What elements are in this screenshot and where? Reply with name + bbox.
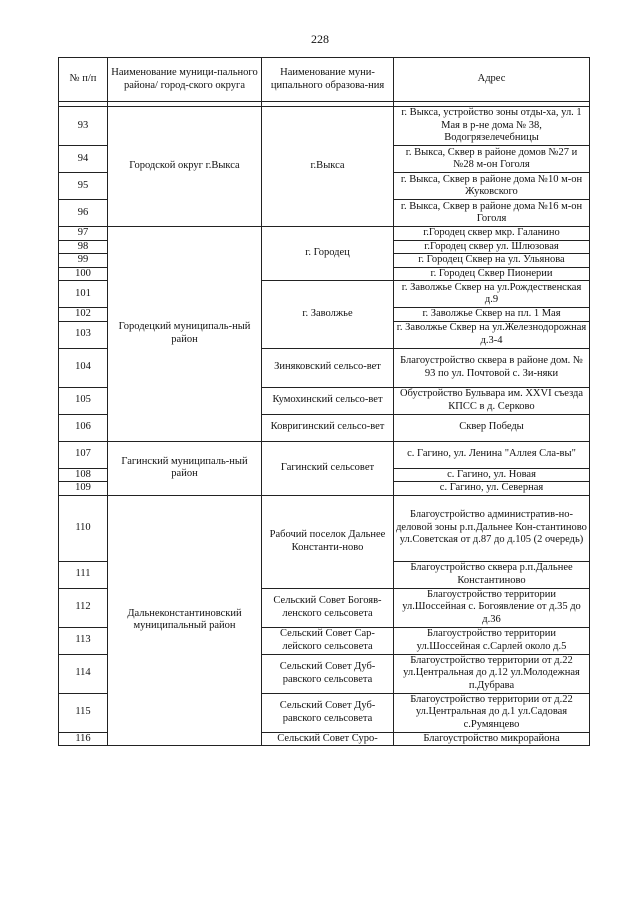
row-number: 116 bbox=[59, 732, 108, 746]
header-address: Адрес bbox=[394, 58, 590, 102]
address-cell: Благоустройство сквера в районе дом. № 93 по ул. Почтовой с. Зи-няки bbox=[394, 348, 590, 387]
row-number: 104 bbox=[59, 348, 108, 387]
district-cell: Гагинский муниципаль-ный район bbox=[108, 441, 262, 495]
header-num: № п/п bbox=[59, 58, 108, 102]
address-cell: г. Заволжье Сквер на ул.Рождественская д.9 bbox=[394, 281, 590, 308]
row-number: 112 bbox=[59, 588, 108, 627]
formation-cell: г. Заволжье bbox=[262, 281, 394, 349]
row-number: 107 bbox=[59, 441, 108, 468]
district-cell: Дальнеконстантиновский муниципальный район bbox=[108, 495, 262, 746]
table-row bbox=[59, 227, 590, 241]
row-number: 97 bbox=[59, 227, 108, 241]
formation-cell: г. Городец bbox=[262, 227, 394, 281]
address-cell: Благоустройство территории от д.22 ул.Центральная до д.12 ул.Молодежная п.Дубрава bbox=[394, 654, 590, 693]
address-cell: г. Выкса, Сквер в районе домов №27 и №28 м-он Гоголя bbox=[394, 146, 590, 173]
formation-cell: Кумохинский сельсо-вет bbox=[262, 387, 394, 414]
address-cell: Сквер Победы bbox=[394, 414, 590, 441]
address-cell: г. Городец Сквер на ул. Ульянова bbox=[394, 254, 590, 268]
row-number: 111 bbox=[59, 561, 108, 588]
row-number: 105 bbox=[59, 387, 108, 414]
formation-cell: Сельский Совет Суро- bbox=[262, 732, 394, 746]
formation-cell: Ковригинский сельсо-вет bbox=[262, 414, 394, 441]
address-cell: г.Городец сквер ул. Шлюзовая bbox=[394, 240, 590, 254]
header-district: Наименование муници-пального района/ город-ского округа bbox=[108, 58, 262, 102]
row-number: 100 bbox=[59, 267, 108, 281]
table-row bbox=[59, 495, 590, 561]
formation-cell: Гагинский сельсовет bbox=[262, 441, 394, 495]
address-cell: Благоустройство территории от д.22 ул.Центральная до д.1 ул.Садовая с.Румянцево bbox=[394, 693, 590, 732]
address-cell: Обустройство Бульвара им. XXVI съезда КПСС в д. Серково bbox=[394, 387, 590, 414]
address-cell: г. Выкса, Сквер в районе дома №10 м-он Жуковского bbox=[394, 173, 590, 200]
row-number: 96 bbox=[59, 200, 108, 227]
district-cell: Городской округ г.Выкса bbox=[108, 107, 262, 227]
formation-cell: Сельский Совет Сар-лейского сельсовета bbox=[262, 627, 394, 654]
row-number: 93 bbox=[59, 107, 108, 146]
address-cell: Благоустройство территории ул.Шоссейная с. Богоявление от д.35 до д.36 bbox=[394, 588, 590, 627]
address-cell: г.Городец сквер мкр. Галанино bbox=[394, 227, 590, 241]
address-cell: г. Выкса, устройство зоны отды-ха, ул. 1 Мая в р-не дома № 38, Водогрязелечебницы bbox=[394, 107, 590, 146]
formation-cell: Сельский Совет Богояв-ленского сельсовета bbox=[262, 588, 394, 627]
row-number: 109 bbox=[59, 482, 108, 496]
address-cell: с. Гагино, ул. Новая bbox=[394, 468, 590, 482]
table-row bbox=[59, 441, 590, 468]
row-number: 102 bbox=[59, 308, 108, 322]
formation-cell: Сельский Совет Дуб-равского сельсовета bbox=[262, 693, 394, 732]
address-cell: Благоустройство микрорайона bbox=[394, 732, 590, 746]
header-row bbox=[59, 58, 590, 102]
address-cell: Благоустройство административ-но-деловой зоны р.п.Дальнее Кон-стантиново ул.Советская от д.87 до д.105 (2 очередь) bbox=[394, 495, 590, 561]
formation-cell: Зиняковский сельсо-вет bbox=[262, 348, 394, 387]
header-formation: Наименование муни-ципального образова-ния bbox=[262, 58, 394, 102]
address-cell: с. Гагино, ул. Ленина "Аллея Сла-вы" bbox=[394, 441, 590, 468]
address-cell: Благоустройство территории ул.Шоссейная с.Сарлей около д.5 bbox=[394, 627, 590, 654]
address-cell: г. Заволжье Сквер на пл. 1 Мая bbox=[394, 308, 590, 322]
address-cell: с. Гагино, ул. Северная bbox=[394, 482, 590, 496]
page-number: 228 bbox=[311, 32, 329, 46]
formation-cell: Сельский Совет Дуб-равского сельсовета bbox=[262, 654, 394, 693]
address-cell: г. Заволжье Сквер на ул.Железнодорожная д.3-4 bbox=[394, 321, 590, 348]
table-row bbox=[59, 107, 590, 146]
row-number: 99 bbox=[59, 254, 108, 268]
row-number: 114 bbox=[59, 654, 108, 693]
address-cell: Благоустройство сквера р.п.Дальнее Константиново bbox=[394, 561, 590, 588]
district-cell: Городецкий муниципаль-ный район bbox=[108, 227, 262, 442]
register-table bbox=[58, 57, 590, 746]
row-number: 113 bbox=[59, 627, 108, 654]
row-number: 98 bbox=[59, 240, 108, 254]
formation-cell: Рабочий поселок Дальнее Константи-ново bbox=[262, 495, 394, 588]
row-number: 106 bbox=[59, 414, 108, 441]
address-cell: г. Выкса, Сквер в районе дома №16 м-он Гоголя bbox=[394, 200, 590, 227]
row-number: 110 bbox=[59, 495, 108, 561]
address-cell: г. Городец Сквер Пионерии bbox=[394, 267, 590, 281]
row-number: 115 bbox=[59, 693, 108, 732]
row-number: 103 bbox=[59, 321, 108, 348]
row-number: 94 bbox=[59, 146, 108, 173]
row-number: 101 bbox=[59, 281, 108, 308]
row-number: 108 bbox=[59, 468, 108, 482]
formation-cell: г.Выкса bbox=[262, 107, 394, 227]
row-number: 95 bbox=[59, 173, 108, 200]
